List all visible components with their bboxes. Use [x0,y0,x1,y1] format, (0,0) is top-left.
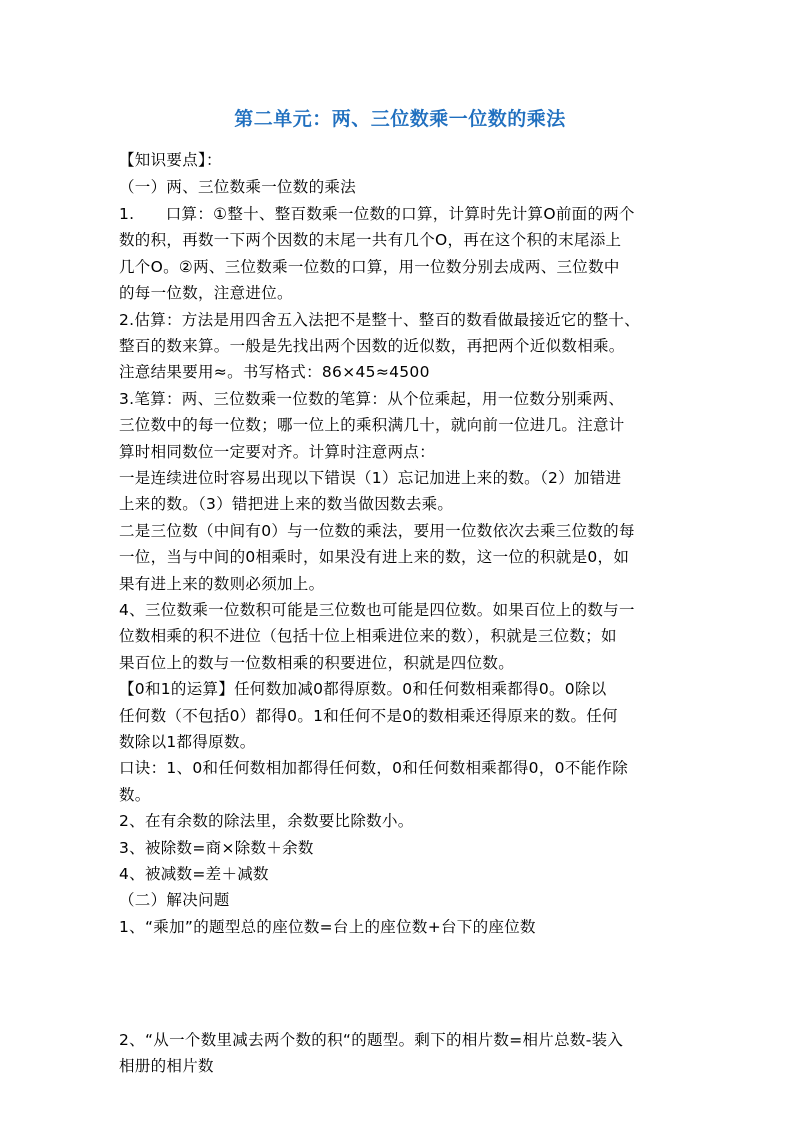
text-line: 果百位上的数与一位数相乘的积要进位，积就是四位数。 [119,654,515,672]
text-line: 任何数（不包括0）都得0。1和任何不是0的数相乘还得原来的数。任何 [119,707,618,725]
text-line: 注意结果要用≈。书写格式：86×45≈4500 [119,363,430,381]
text-line: 二是三位数（中间有0）与一位数的乘法，要用一位数依次去乘三位数的每 [119,522,635,540]
text-line: 口诀：1、0和任何数相加都得任何数，0和任何数相乘都得0，0不能作除 [119,759,629,777]
text-line: 4、被减数=差＋减数 [119,865,269,883]
text-line: 整百的数来算。一般是先找出两个因数的近似数，再把两个近似数相乘。 [119,337,625,355]
text-line: 【0和1的运算】任何数加减0都得原数。0和任何数相乘都得0。0除以 [119,680,607,698]
text-line: （一）两、三位数乘一位数的乘法 [119,178,357,196]
text-line: 3.笔算：两、三位数乘一位数的笔算：从个位乘起，用一位数分别乘两、 [119,390,625,408]
text-line: 数。 [119,786,151,804]
text-line: 数除以1都得原数。 [119,733,256,751]
text-line: 位数相乘的积不进位（包括十位上相乘进位来的数），积就是三位数；如 [119,627,617,645]
text-line: 的每一位数，注意进位。 [119,284,293,302]
text-line: 1. 口算：①整十、整百数乘一位数的口算，计算时先计算O前面的两个 [119,205,635,223]
text-line: 2.估算：方法是用四舍五入法把不是整十、整百的数看做最接近它的整十、 [119,311,640,329]
text-line: 算时相同数位一定要对齐。计算时注意两点： [119,443,436,461]
text-line: 相册的相片数 [119,1057,214,1075]
text-line: 【知识要点】： [119,151,222,169]
text-line: 3、被除数=商×除数＋余数 [119,839,314,857]
text-line: 4、三位数乘一位数积可能是三位数也可能是四位数。如果百位上的数与一 [119,601,635,619]
text-line: 一位，当与中间的0相乘时，如果没有进上来的数，这一位的积就是0，如 [119,548,630,566]
text-line: （二）解决问题 [119,891,230,909]
text-line: 几个O。②两、三位数乘一位数的口算，用一位数分别去成两、三位数中 [119,258,620,276]
text-line: 果有进上来的数则必须加上。 [119,575,325,593]
document-title: 第二单元：两、三位数乘一位数的乘法 [234,108,566,130]
text-line: 2、“从一个数里减去两个数的积“的题型。剩下的相片数=相片总数-装入 [119,1031,624,1049]
text-line: 1、“乘加”的题型总的座位数=台上的座位数+台下的座位数 [119,918,536,936]
text-line: 三位数中的每一位数；哪一位上的乘积满几十，就向前一位进几。注意计 [119,416,625,434]
text-line: 一是连续进位时容易出现以下错误（1）忘记加进上来的数。（2）加错进 [119,469,622,487]
text-line: 上来的数。（3）错把进上来的数当做因数去乘。 [119,495,454,513]
text-line: 2、在有余数的除法里，余数要比除数小。 [119,812,414,830]
text-line: 数的积，再数一下两个因数的末尾一共有几个O，再在这个积的末尾添上 [119,231,622,249]
